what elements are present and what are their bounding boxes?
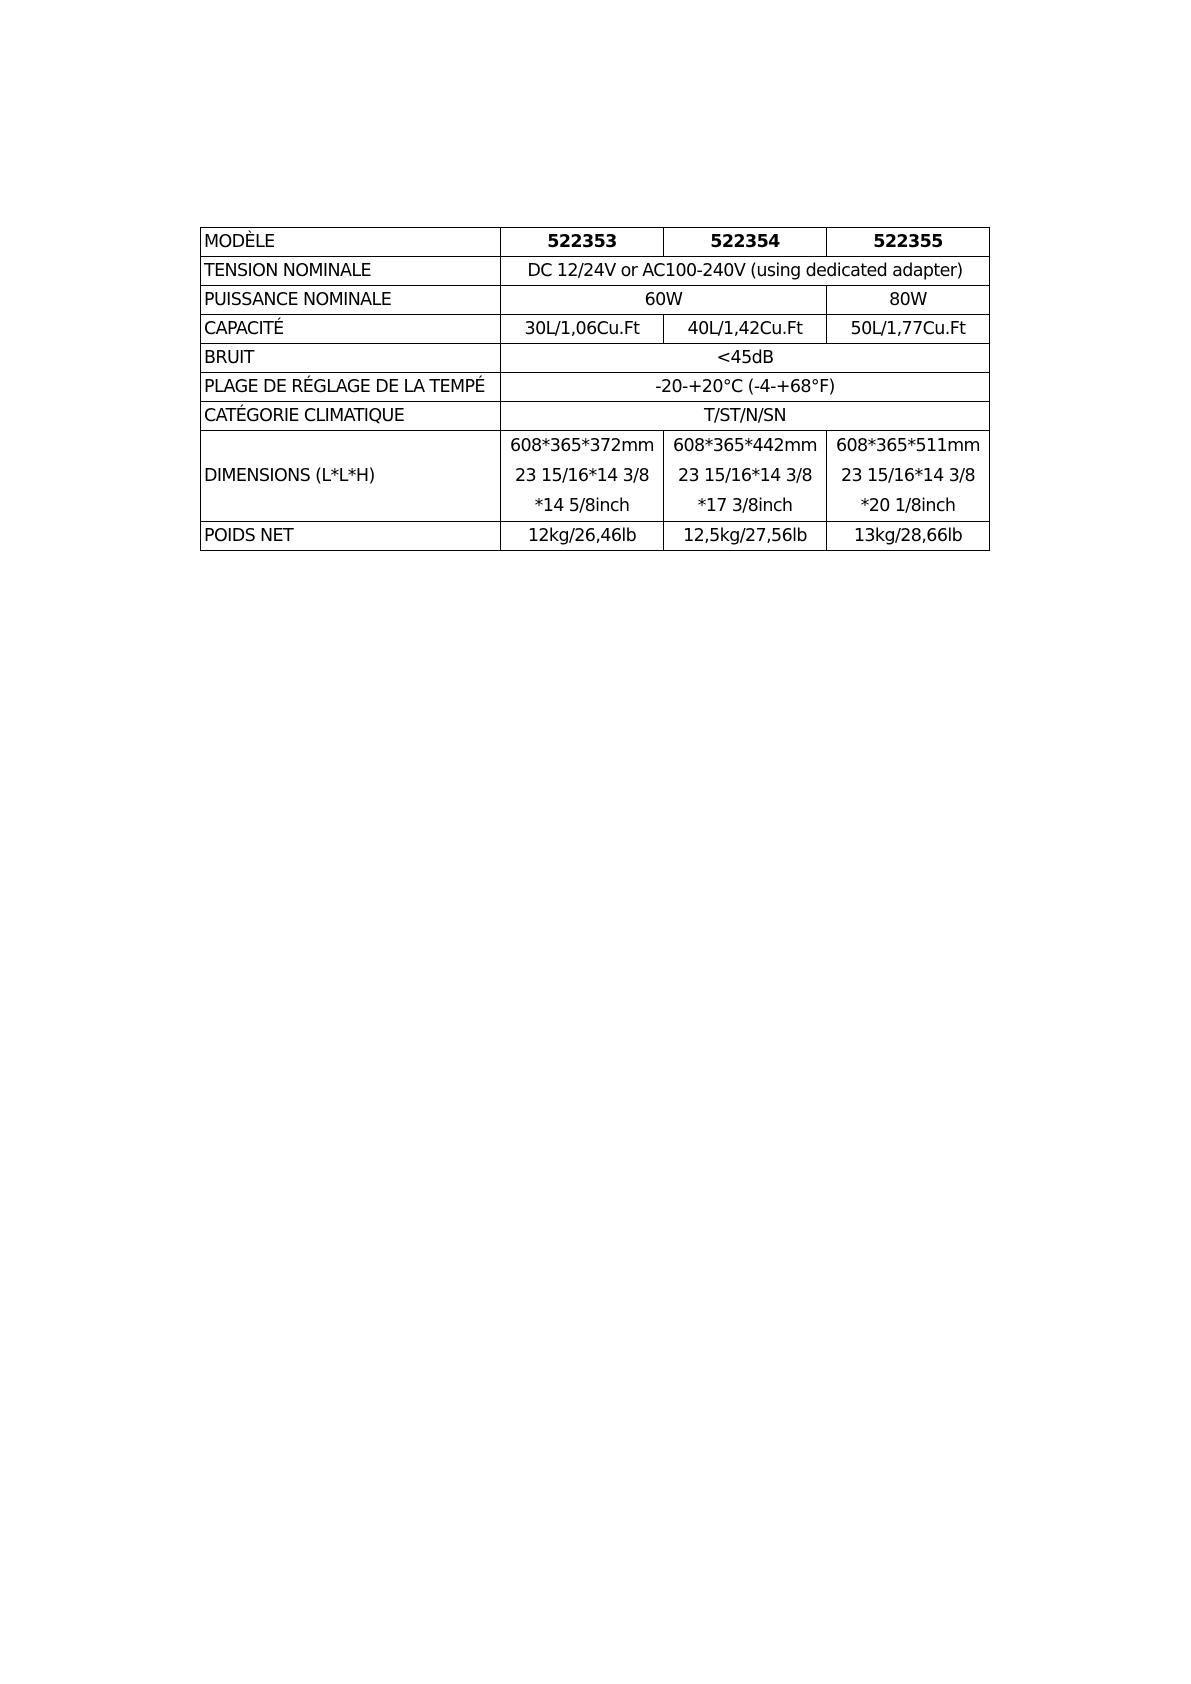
dimensions-value-1 [501, 431, 664, 522]
table-row-puissance [201, 286, 990, 315]
plage-label: PLAGE DE RÉGLAGE DE LA TEMPÉ [201, 373, 501, 402]
spec-table [200, 227, 990, 551]
dimensions-3-line-2: 23 15/16*14 3/8 [840, 466, 975, 486]
bruit-value: <45dB [501, 344, 990, 373]
tension-value: DC 12/24V or AC100-240V (using dedicated adapter) [501, 257, 990, 286]
categorie-value: T/ST/N/SN [501, 402, 990, 431]
table-row-model [201, 228, 990, 257]
model-522355-header: 522355 [827, 228, 990, 257]
table-row-bruit [201, 344, 990, 373]
plage-value: -20-+20°C (-4-+68°F) [501, 373, 990, 402]
dimensions-label: DIMENSIONS (L*L*H) [201, 431, 501, 522]
table-row-capacite [201, 315, 990, 344]
capacite-value-2: 40L/1,42Cu.Ft [664, 315, 827, 344]
dimensions-2-line-2: 23 15/16*14 3/8 [677, 466, 812, 486]
model-522354-header: 522354 [664, 228, 827, 257]
dimensions-1-line-2: 23 15/16*14 3/8 [514, 466, 649, 486]
tension-label: TENSION NOMINALE [201, 257, 501, 286]
poids-value-3: 13kg/28,66lb [827, 522, 990, 551]
dimensions-1-line-1: 608*365*372mm [509, 436, 654, 456]
dimensions-2-line-1: 608*365*442mm [672, 436, 817, 456]
dimensions-3-line-3: *20 1/8inch [860, 496, 956, 516]
table-row-categorie [201, 402, 990, 431]
model-522353-header: 522353 [501, 228, 664, 257]
poids-value-1: 12kg/26,46lb [501, 522, 664, 551]
poids-value-2: 12,5kg/27,56lb [664, 522, 827, 551]
dimensions-value-2 [664, 431, 827, 522]
table-row-poids [201, 522, 990, 551]
categorie-label: CATÉGORIE CLIMATIQUE [201, 402, 501, 431]
table-row-dimensions [201, 431, 990, 522]
spec-sheet [200, 227, 990, 551]
dimensions-2-line-3: *17 3/8inch [697, 496, 793, 516]
capacite-value-3: 50L/1,77Cu.Ft [827, 315, 990, 344]
capacite-value-1: 30L/1,06Cu.Ft [501, 315, 664, 344]
dimensions-3-line-1: 608*365*511mm [835, 436, 980, 456]
dimensions-1-line-3: *14 5/8inch [534, 496, 630, 516]
puissance-value-3: 80W [827, 286, 990, 315]
puissance-label: PUISSANCE NOMINALE [201, 286, 501, 315]
table-row-plage [201, 373, 990, 402]
model-label: MODÈLE [201, 228, 501, 257]
poids-label: POIDS NET [201, 522, 501, 551]
bruit-label: BRUIT [201, 344, 501, 373]
table-row-tension [201, 257, 990, 286]
dimensions-value-3 [827, 431, 990, 522]
capacite-label: CAPACITÉ [201, 315, 501, 344]
puissance-value-1-2: 60W [501, 286, 827, 315]
